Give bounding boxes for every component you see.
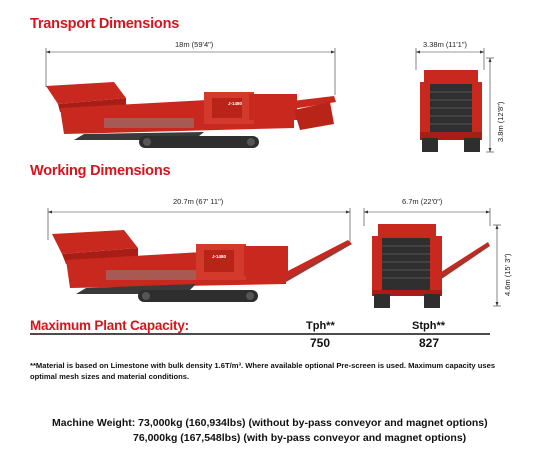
tph-value: 750: [310, 336, 331, 350]
transport-width-label: 3.38m (11'1"): [423, 40, 467, 49]
working-model-badge: J-1480: [212, 254, 227, 259]
working-dimensions-title: Working Dimensions: [30, 163, 171, 179]
transport-length-label: 18m (59'4"): [175, 40, 214, 49]
tph-header: Tph**: [306, 320, 335, 332]
working-length-label: 20.7m (67' 11"): [173, 197, 224, 206]
stph-value: 827: [419, 336, 440, 350]
transport-model-badge: J-1480: [228, 101, 243, 106]
stph-header: Stph**: [412, 320, 445, 332]
transport-height-label: 3.8m (12'8"): [496, 101, 505, 142]
working-width-label: 6.7m (22'0"): [402, 197, 443, 206]
working-height-label: 4.6m (15' 3"): [503, 253, 512, 296]
machine-weight-line-2: 76,000kg (167,548lbs) (with by-pass conveyor and magnet options): [133, 432, 467, 444]
maximum-plant-capacity-title: Maximum Plant Capacity:: [30, 318, 189, 333]
material-note: **Material is based on Limestone with bulk density 1.6T/m³. Where available optional Pre-screen is used. Maximum capacity uses optimal mesh sizes and material conditions.: [30, 361, 496, 381]
machine-weight-line-1: Machine Weight: 73,000kg (160,934lbs) (without by-pass conveyor and magnet options): [52, 417, 488, 429]
transport-dimensions-title: Transport Dimensions: [30, 16, 180, 32]
